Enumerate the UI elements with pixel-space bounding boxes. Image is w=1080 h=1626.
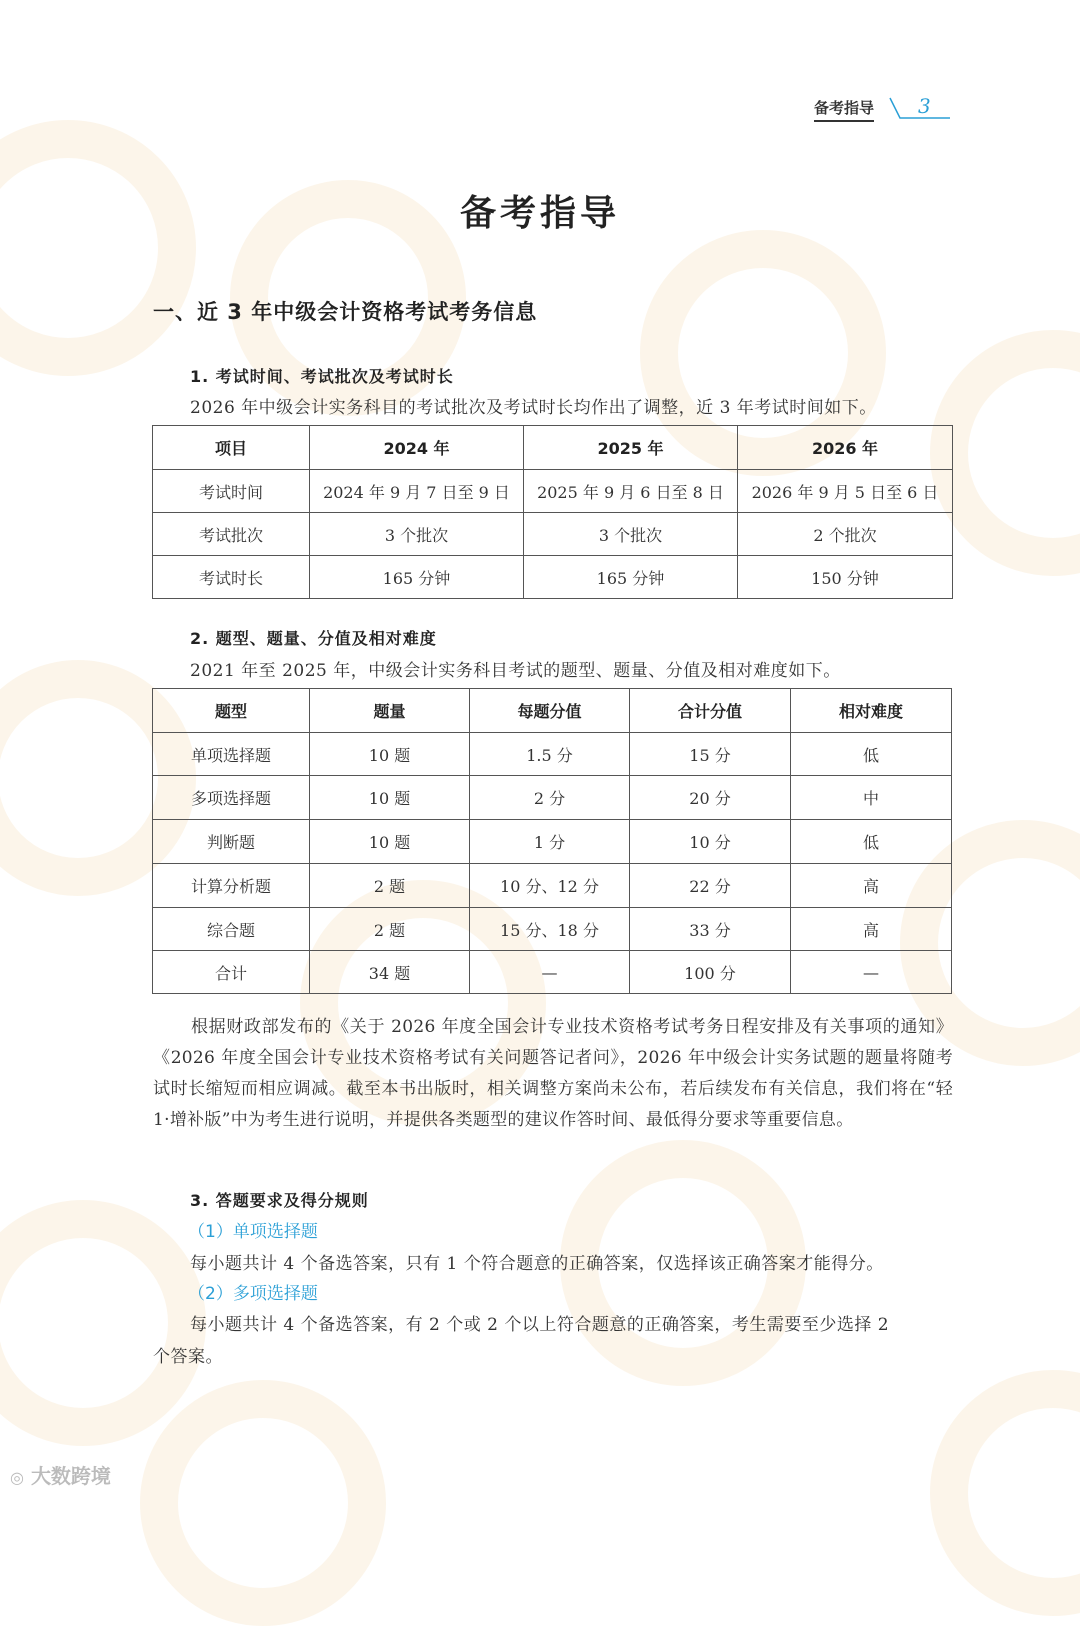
table-header-cell: 2026 年 bbox=[738, 426, 953, 470]
table-cell: — bbox=[470, 951, 630, 994]
table-cell: 低 bbox=[791, 820, 952, 864]
table-cell-highlight: 2 个批次 bbox=[738, 513, 953, 556]
table-cell: 单项选择题 bbox=[153, 733, 310, 776]
page-number: 3 bbox=[918, 94, 931, 118]
table-cell: 2 分 bbox=[470, 776, 630, 820]
watermark-ring bbox=[140, 1380, 386, 1626]
subsection-intro-2: 2021 年至 2025 年，中级会计实务科目考试的题型、题量、分值及相对难度如下。 bbox=[190, 661, 841, 681]
table-row bbox=[153, 864, 952, 908]
body-paragraph: 根据财政部发布的《关于 2026 年度全国会计专业技术资格考试考务日程安排及有关事项的通知》《2026 年度全国会计专业技术资格考试有关问题答记者问》，2026 年中级会计实务试题的题量将随考试时长缩短而相应调减。截至本书出版时，相关调整方案尚未公布，若后续发布有关信息，我们将在“轻 1·增补版”中为考生进行说明，并提供各类题型的建议作答时间、最低得分要求等重要信息。 bbox=[153, 1017, 953, 1130]
table-header-row bbox=[153, 689, 952, 733]
table-cell: 10 题 bbox=[310, 733, 470, 776]
table-cell: 多项选择题 bbox=[153, 776, 310, 820]
table-cell-highlight: 150 分钟 bbox=[738, 556, 953, 599]
table-cell: 2024 年 9 月 7 日至 9 日 bbox=[310, 470, 524, 513]
page-title: 备考指导 bbox=[459, 193, 620, 234]
table-cell: 1 分 bbox=[470, 820, 630, 864]
table-cell: 3 个批次 bbox=[310, 513, 524, 556]
table-cell: 考试时间 bbox=[153, 470, 310, 513]
table-cell: 计算分析题 bbox=[153, 864, 310, 908]
table-header-cell: 题型 bbox=[153, 689, 310, 733]
subsection-heading-2: 2. 题型、题量、分值及相对难度 bbox=[190, 629, 437, 648]
table-cell: 10 分 bbox=[630, 820, 791, 864]
item-text-multiple-choice-line2: 个答案。 bbox=[153, 1347, 223, 1367]
table-cell: 高 bbox=[791, 908, 952, 951]
table-cell: 33 分 bbox=[630, 908, 791, 951]
question-types-table bbox=[152, 688, 952, 994]
table-cell: 165 分钟 bbox=[524, 556, 738, 599]
table-cell: 22 分 bbox=[630, 864, 791, 908]
table-cell: 合计 bbox=[153, 951, 310, 994]
table-header-cell: 2024 年 bbox=[310, 426, 524, 470]
table-cell: 考试时长 bbox=[153, 556, 310, 599]
table-header-cell: 项目 bbox=[153, 426, 310, 470]
logo-text: 大数跨境 bbox=[30, 1464, 111, 1488]
table-cell: 3 个批次 bbox=[524, 513, 738, 556]
table-cell: 34 题 bbox=[310, 951, 470, 994]
table-row bbox=[153, 776, 952, 820]
table-cell: 15 分 bbox=[630, 733, 791, 776]
watermark-ring bbox=[930, 1370, 1080, 1616]
table-header-cell: 合计分值 bbox=[630, 689, 791, 733]
table-cell: 10 题 bbox=[310, 820, 470, 864]
item-label-single-choice: （1）单项选择题 bbox=[188, 1222, 318, 1242]
table-cell: 2025 年 9 月 6 日至 8 日 bbox=[524, 470, 738, 513]
table-row bbox=[153, 951, 952, 994]
table-header-row bbox=[153, 426, 953, 470]
table-header-cell: 题量 bbox=[310, 689, 470, 733]
exam-schedule-table bbox=[152, 425, 953, 599]
table-cell: 15 分、18 分 bbox=[470, 908, 630, 951]
running-header-label: 备考指导 bbox=[814, 97, 874, 122]
table-cell: 低 bbox=[791, 733, 952, 776]
table-cell: 20 分 bbox=[630, 776, 791, 820]
subsection-heading-3: 3. 答题要求及得分规则 bbox=[190, 1191, 369, 1210]
item-text-multiple-choice-line1: 每小题共计 4 个备选答案，有 2 个或 2 个以上符合题意的正确答案，考生需要至少选择 2 bbox=[190, 1315, 890, 1335]
table-cell: 2026 年 9 月 5 日至 6 日 bbox=[738, 470, 953, 513]
table-header-cell: 相对难度 bbox=[791, 689, 952, 733]
table-row bbox=[153, 470, 953, 513]
table-cell: — bbox=[791, 951, 952, 994]
table-cell: 判断题 bbox=[153, 820, 310, 864]
table-row bbox=[153, 513, 953, 556]
table-cell: 考试批次 bbox=[153, 513, 310, 556]
item-label-multiple-choice: （2）多项选择题 bbox=[188, 1284, 318, 1304]
table-cell: 1.5 分 bbox=[470, 733, 630, 776]
item-text-single-choice: 每小题共计 4 个备选答案，只有 1 个符合题意的正确答案，仅选择该正确答案才能得分。 bbox=[190, 1254, 884, 1274]
table-cell: 综合题 bbox=[153, 908, 310, 951]
table-header-cell: 2025 年 bbox=[524, 426, 738, 470]
table-row bbox=[153, 733, 952, 776]
logo-icon: ◎ bbox=[10, 1468, 24, 1487]
table-header-cell: 每题分值 bbox=[470, 689, 630, 733]
table-cell: 2 题 bbox=[310, 864, 470, 908]
table-row bbox=[153, 820, 952, 864]
subsection-heading-1: 1. 考试时间、考试批次及考试时长 bbox=[190, 367, 454, 386]
table-cell: 高 bbox=[791, 864, 952, 908]
table-cell: 100 分 bbox=[630, 951, 791, 994]
footer-logo bbox=[10, 1460, 111, 1489]
table-row bbox=[153, 556, 953, 599]
table-cell: 10 分、12 分 bbox=[470, 864, 630, 908]
subsection-intro-1: 2026 年中级会计实务科目的考试批次及考试时长均作出了调整，近 3 年考试时间如下。 bbox=[190, 398, 877, 418]
table-cell: 2 题 bbox=[310, 908, 470, 951]
table-cell: 165 分钟 bbox=[310, 556, 524, 599]
watermark-ring bbox=[0, 1200, 206, 1446]
table-cell: 10 题 bbox=[310, 776, 470, 820]
table-cell: 中 bbox=[791, 776, 952, 820]
watermark-ring bbox=[0, 120, 196, 376]
table-row bbox=[153, 908, 952, 951]
section-heading: 一、近 3 年中级会计资格考试考务信息 bbox=[153, 300, 538, 324]
